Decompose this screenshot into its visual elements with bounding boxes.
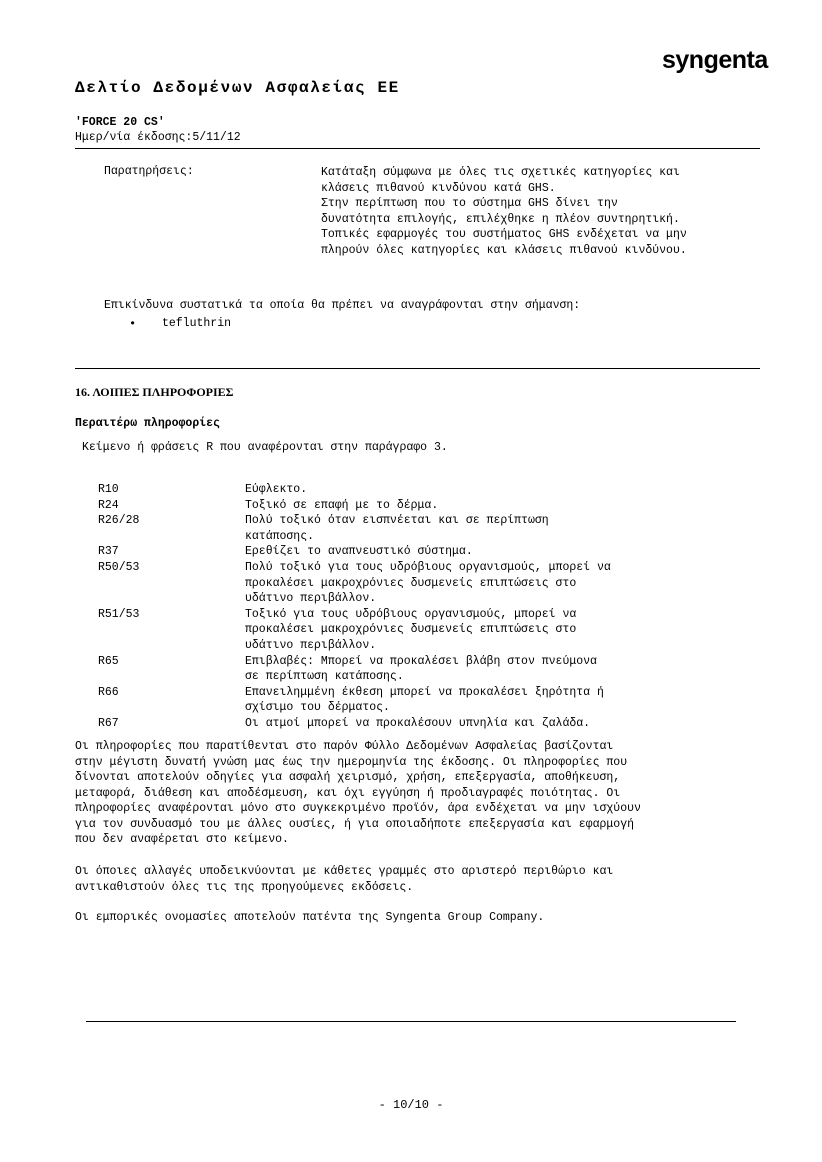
trademark-paragraph: Οι εμπορικές ονομασίες αποτελούν πατέντα της Syngenta Group Company. (75, 911, 545, 924)
r-phrase-row (98, 513, 611, 544)
remarks-label: Παρατηρήσεις: (104, 165, 194, 178)
subsection-title: Περαιτέρω πληροφορίες (75, 417, 220, 430)
r-phrases-table (98, 482, 611, 732)
document-title: Δελτίο Δεδομένων Ασφαλείας ΕΕ (75, 79, 400, 97)
r-phrase-text: Τοξικό σε επαφή με το δέρμα. (245, 498, 439, 512)
r-phrase-code: R50/53 (98, 560, 140, 574)
logo-text: syngenta (662, 46, 768, 74)
r-phrase-code: R67 (98, 716, 119, 730)
header-divider (75, 148, 760, 149)
remarks-text: Κατάταξη σύμφωνα με όλες τις σχετικές κατηγορίες και κλάσεις πιθανού κινδύνου κατά GHS. Στην περίπτωση που το σύστημα GHS δίνει την δυνατότητα επιλογής, επιλέχθηκε η πλέον συντηρητική. Τοπικές εφαρμογές του συστήματος GHS ενδέχεται να μην πληρούν όλες κατηγορίες και κλάσεις πιθανού κινδύνου. (321, 166, 687, 257)
r-phrase-code: R10 (98, 483, 119, 496)
hazardous-components-intro: Επικίνδυνα συστατικά τα οποία θα πρέπει να αναγράφονται στην σήμανση: (104, 299, 581, 312)
r-phrase-row (98, 654, 611, 685)
r-phrase-row (98, 482, 611, 498)
r-phrase-text: Πολύ τοξικό για τους υδρόβιους οργανισμούς, μπορεί να προκαλέσει μακροχρόνιες δυσμενείς επιπτώσεις στο υδάτινο περιβάλλον. (245, 560, 611, 606)
r-phrase-text: Οι ατμοί μπορεί να προκαλέσουν υπνηλία και ζαλάδα. (245, 716, 591, 730)
disclaimer-paragraph: Οι πληροφορίες που παρατίθενται στο παρόν Φύλλο Δεδομένων Ασφαλείας βασίζονται στην μέγιστη δυνατή γνώση μας έως την ημερομηνία της έκδοσης. Οι πληροφορίες που δίνονται αποτελούν οδηγίες για ασφαλή χειρισμό, χρήση, επεξεργασία, αποθήκευση, μεταφορά, διάθεση και αποδέσμευση, και όχι εγγύηση ή προδιαγραφές ποιότητας. Οι πληροφορίες αναφέρονται μόνο στο συγκεκριμένο προϊόν, άρα ενδέχεται να μην ισχύουν για τον συνδυασμό του με άλλες ουσίες, ή για οποιαδήποτε επεξεργασία και εφαρμογή που δεν αναφέρεται στο κείμενο. (75, 740, 641, 846)
hazardous-component-item: tefluthrin (162, 317, 232, 330)
r-phrase-code: R51/53 (98, 607, 140, 621)
changes-paragraph: Οι όποιες αλλαγές υποδεικνύονται με κάθετες γραμμές στο αριστερό περιθώριο και αντικαθιστούν όλες τις της προηγούμενες εκδόσεις. (75, 865, 614, 894)
r-phrase-code: R65 (98, 654, 119, 668)
r-phrase-row (98, 544, 611, 560)
r-phrases-intro: Κείμενο ή φράσεις R που αναφέρονται στην παράγραφο 3. (82, 441, 448, 454)
footer-divider (86, 1021, 736, 1022)
section-title: 16. ΛΟΙΠΕΣ ΠΛΗΡΟΦΟΡΙΕΣ (75, 385, 234, 399)
r-phrase-text: Ερεθίζει το αναπνευστικό σύστημα. (245, 545, 473, 559)
product-name: 'FORCE 20 CS' (75, 116, 165, 129)
r-phrase-text: Τοξικό για τους υδρόβιους οργανισμούς, μπορεί να προκαλέσει μακροχρόνιες δυσμενείς επιπτώσεις στο υδάτινο περιβάλλον. (245, 607, 577, 652)
r-phrase-row (98, 498, 611, 514)
page-number: - 10/10 - (378, 1098, 444, 1112)
r-phrase-code: R37 (98, 545, 119, 559)
r-phrase-code: R66 (98, 685, 119, 699)
r-phrase-text: Επιβλαβές: Μπορεί να προκαλέσει βλάβη στον πνεύμονα σε περίπτωση κατάποσης. (245, 654, 597, 684)
r-phrase-text: Εύφλεκτο. (245, 483, 308, 496)
bullet-icon: • (129, 317, 137, 331)
r-phrase-text: Επανειλημμένη έκθεση μπορεί να προκαλέσει ξηρότητα ή σχίσιμο του δέρματος. (245, 685, 604, 715)
r-phrase-code: R24 (98, 498, 119, 512)
r-phrase-row (98, 685, 611, 716)
issue-date: Ημερ/νία έκδοσης:5/11/12 (75, 131, 241, 144)
r-phrase-row (98, 560, 611, 607)
syngenta-logo (662, 46, 768, 75)
r-phrase-row (98, 716, 611, 732)
r-phrase-text: Πολύ τοξικό όταν εισπνέεται και σε περίπτωση κατάποσης. (245, 514, 549, 543)
r-phrase-row (98, 607, 611, 654)
r-phrase-code: R26/28 (98, 514, 140, 528)
section-divider (75, 368, 760, 369)
